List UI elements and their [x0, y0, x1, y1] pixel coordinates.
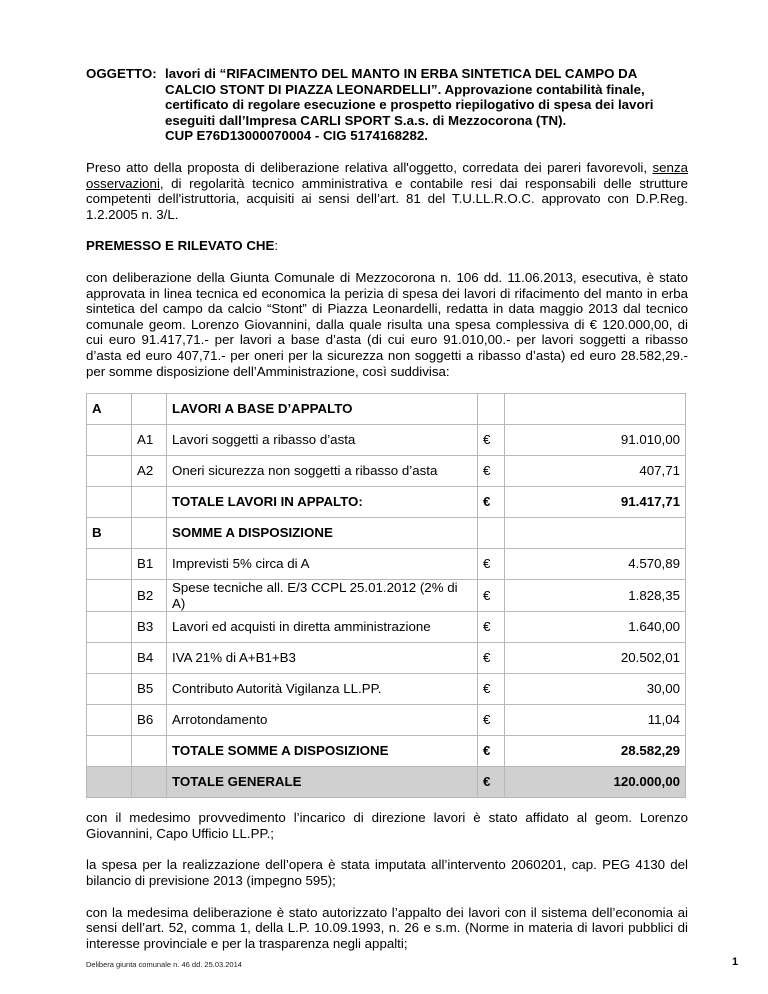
- currency-cell: €: [478, 643, 505, 674]
- description-cell: TOTALE GENERALE: [167, 767, 478, 798]
- description-cell: TOTALE LAVORI IN APPALTO:: [167, 487, 478, 518]
- table-row: [87, 549, 686, 580]
- code-cell: B1: [132, 549, 167, 580]
- section-cell: [87, 767, 132, 798]
- subject-line: CUP E76D13000070004 - CIG 5174168282.: [165, 128, 428, 144]
- subject-line: CALCIO STONT DI PIAZZA LEONARDELLI”. Approvazione contabilità finale,: [165, 81, 645, 97]
- table-row: [87, 456, 686, 487]
- code-cell: B5: [132, 674, 167, 705]
- subject-line: eseguiti dall’Impresa CARLI SPORT S.a.s. di Mezzocorona (TN).: [165, 112, 567, 128]
- code-cell: A2: [132, 456, 167, 487]
- section-cell: [87, 456, 132, 487]
- section-cell: [87, 736, 132, 767]
- currency-cell: €: [478, 580, 505, 612]
- amount-cell: 91.417,71: [505, 487, 686, 518]
- preamble-text: di regolarità tecnico amministrativa e contabile resi dai responsabili delle strutture competenti dell'istruttoria, acquisiti ai sensi dell’art. 81 del T.U.LL.R.O.C. approvato con D.P.Reg. 1.2.2005 n. 3/L.: [86, 175, 688, 222]
- description-cell: TOTALE SOMME A DISPOSIZIONE: [167, 736, 478, 767]
- table-row: [87, 643, 686, 674]
- code-cell: A1: [132, 425, 167, 456]
- amount-cell: [505, 518, 686, 549]
- table-row: [87, 736, 686, 767]
- amount-cell: 11,04: [505, 705, 686, 736]
- code-cell: [132, 767, 167, 798]
- amount-cell: 407,71: [505, 456, 686, 487]
- paragraph-budget: la spesa per la realizzazione dell’opera è stata imputata all’intervento 2060201, cap. PEG 4130 del bilancio di previsione 2013 (impegno 595);: [86, 857, 688, 889]
- description-cell: Lavori soggetti a ribasso d’asta: [167, 425, 478, 456]
- subject-block: [86, 66, 688, 144]
- heading-text: PREMESSO E RILEVATO CHE: [86, 238, 275, 254]
- paragraph-authorization: con la medesima deliberazione è stato autorizzato l’appalto dei lavori con il sistema dell’economia ai sensi dell’art. 52, comma 1, della L.P. 10.09.1993, n. 26 e s.m. (Norme in materia di lavori pubblici di interesse provinciale e per la trasparenza negli appalti;: [86, 904, 688, 951]
- amount-cell: 91.010,00: [505, 425, 686, 456]
- section-cell: [87, 425, 132, 456]
- currency-cell: €: [478, 612, 505, 643]
- section-cell: [87, 674, 132, 705]
- section-cell: [87, 580, 132, 612]
- code-cell: [132, 736, 167, 767]
- paragraph-deliberation: con deliberazione della Giunta Comunale di Mezzocorona n. 106 dd. 11.06.2013, esecutiva, è stato approvata in linea tecnica ed economica la perizia di spesa dei lavori di rifacimento del manto in erba sintetica del campo da calcio “Stont” di Piazza Leonardelli, redatta in data maggio 2013 dal tecnico comunale geom. Lorenzo Giovannini, dalla quale risulta una spesa complessiva di € 120.000,00, di cui euro 91.417,71.- per lavori a base d’asta (di cui euro 91.010,00.- per lavori soggetti a ribasso d’asta ed euro 407,71.- per oneri per la sicurezza non soggetti a ribasso d’asta) ed euro 28.582,29.- per somme disposizione dell’Amministrazione, così suddivisa:: [86, 269, 688, 379]
- section-cell: A: [87, 394, 132, 425]
- table-row: [87, 767, 686, 798]
- description-cell: Imprevisti 5% circa di A: [167, 549, 478, 580]
- section-cell: [87, 612, 132, 643]
- heading-colon: :: [274, 238, 279, 254]
- code-cell: [132, 487, 167, 518]
- currency-cell: [478, 518, 505, 549]
- document-page: [86, 66, 688, 967]
- amount-cell: 30,00: [505, 674, 686, 705]
- table-row: [87, 518, 686, 549]
- table-row: [87, 580, 686, 612]
- currency-cell: €: [478, 767, 505, 798]
- description-cell: Oneri sicurezza non soggetti a ribasso d’asta: [167, 456, 478, 487]
- description-cell: Arrotondamento: [167, 705, 478, 736]
- currency-cell: €: [478, 705, 505, 736]
- section-cell: [87, 643, 132, 674]
- subject-text: [165, 66, 688, 144]
- preamble-paragraph: [86, 160, 688, 222]
- amount-cell: 28.582,29: [505, 736, 686, 767]
- section-cell: [87, 705, 132, 736]
- section-cell: [87, 487, 132, 518]
- description-cell: LAVORI A BASE D’APPALTO: [167, 394, 478, 425]
- code-cell: [132, 518, 167, 549]
- preamble-underlined: senza osservazioni,: [86, 159, 688, 191]
- code-cell: B3: [132, 612, 167, 643]
- description-cell: Contributo Autorità Vigilanza LL.PP.: [167, 674, 478, 705]
- table-row: [87, 705, 686, 736]
- currency-cell: €: [478, 736, 505, 767]
- code-cell: B6: [132, 705, 167, 736]
- paragraph-direction: con il medesimo provvedimento l’incarico di direzione lavori è stato affidato al geom. Lorenzo Giovannini, Capo Ufficio LL.PP.;: [86, 810, 688, 841]
- table-row: [87, 394, 686, 425]
- currency-cell: [478, 394, 505, 425]
- subject-line: lavori di “RIFACIMENTO DEL MANTO IN ERBA SINTETICA DEL CAMPO DA: [165, 66, 638, 81]
- code-cell: [132, 394, 167, 425]
- currency-cell: €: [478, 425, 505, 456]
- amount-cell: 4.570,89: [505, 549, 686, 580]
- currency-cell: €: [478, 456, 505, 487]
- description-cell: IVA 21% di A+B1+B3: [167, 643, 478, 674]
- table-row: [87, 674, 686, 705]
- subject-label: OGGETTO:: [86, 66, 157, 81]
- code-cell: B4: [132, 643, 167, 674]
- code-cell: B2: [132, 580, 167, 612]
- amount-cell: 1.640,00: [505, 612, 686, 643]
- table-row: [87, 425, 686, 456]
- amount-cell: 1.828,35: [505, 580, 686, 612]
- currency-cell: €: [478, 549, 505, 580]
- currency-cell: €: [478, 487, 505, 518]
- description-cell: SOMME A DISPOSIZIONE: [167, 518, 478, 549]
- subject-line: certificato di regolare esecuzione e prospetto riepilogativo di spesa dei lavori: [165, 97, 654, 113]
- cost-table: [86, 393, 686, 798]
- preamble-text: Preso atto della proposta di deliberazione relativa all'oggetto, corredata dei pareri favorevoli,: [86, 159, 653, 175]
- page-number: 1: [732, 956, 739, 968]
- table-row: [87, 612, 686, 643]
- description-cell: Spese tecniche all. E/3 CCPL 25.01.2012 (2% di A): [167, 580, 478, 612]
- amount-cell: [505, 394, 686, 425]
- table-row: [87, 487, 686, 518]
- amount-cell: 120.000,00: [505, 767, 686, 798]
- currency-cell: €: [478, 674, 505, 705]
- section-heading: [86, 238, 688, 254]
- section-cell: [87, 549, 132, 580]
- section-cell: B: [87, 518, 132, 549]
- footer-text: Delibera giunta comunale n. 46 dd. 25.03.2014: [86, 960, 242, 969]
- description-cell: Lavori ed acquisti in diretta amministrazione: [167, 612, 478, 643]
- amount-cell: 20.502,01: [505, 643, 686, 674]
